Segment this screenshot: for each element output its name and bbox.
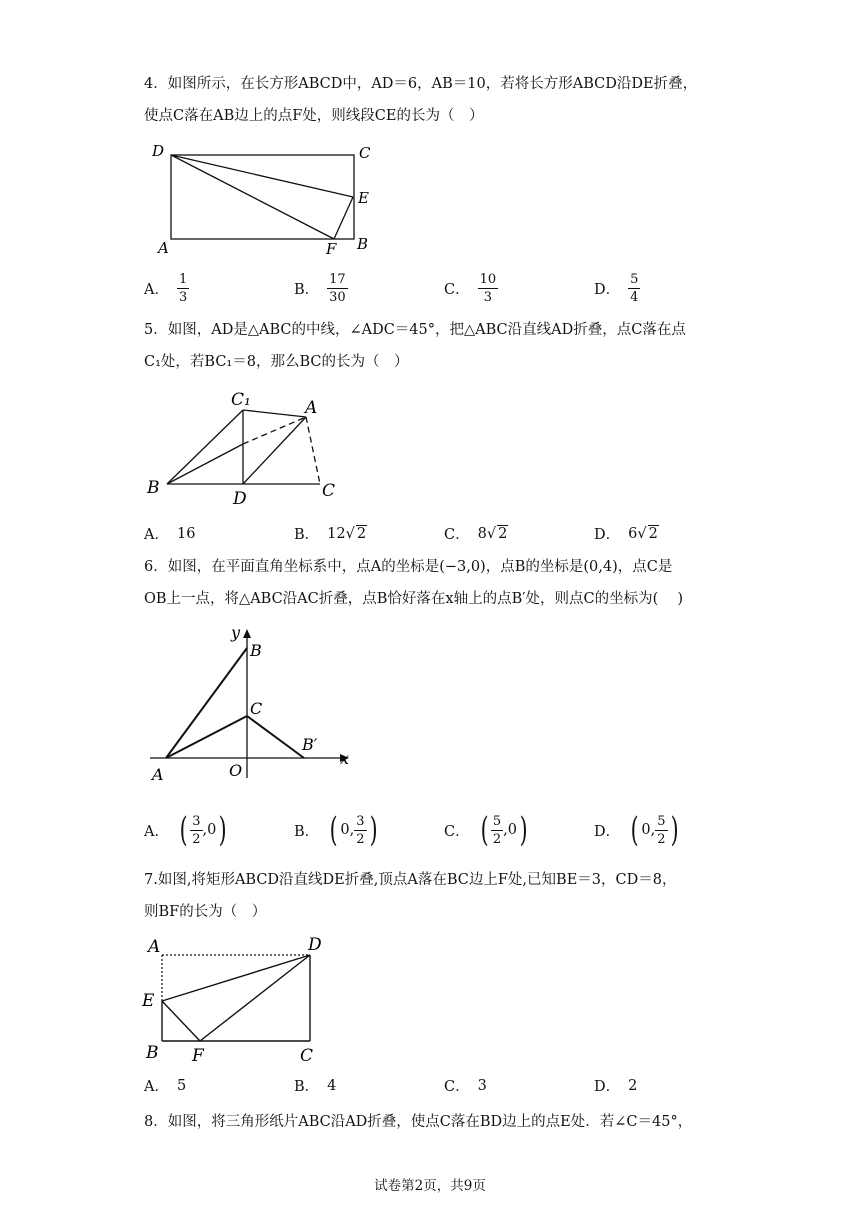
q6-option-b[interactable]: B． ( 0 , $\frac{3}{2}$ ): [294, 810, 378, 850]
fraction: $\frac{5}{2}$: [492, 813, 502, 847]
q6-line-ab: [166, 648, 247, 758]
q7-label-e: E: [142, 991, 155, 1011]
q7-line-ed: [162, 955, 310, 1001]
q4-label-d: D: [152, 142, 165, 160]
q5-label-c: C: [322, 481, 336, 501]
q7-text-line1: 7.如图,将矩形ABCD沿直线DE折叠,顶点A落在BC边上F处,已知BE＝3，CD＝8，: [144, 872, 677, 888]
option-label: B．: [294, 282, 320, 298]
option-label: A．: [144, 1079, 169, 1095]
q6-figure: [144, 618, 364, 788]
q6-text-line1: 6．如图，在平面直角坐标系中，点A的坐标是(−3,0)，点B的坐标是(0,4)，点C是: [144, 559, 673, 575]
q4-option-c[interactable]: [444, 272, 498, 305]
option-coefficient: 6: [628, 525, 638, 542]
option-coefficient: 8: [477, 525, 487, 542]
fraction: $\frac{17}{30}$: [329, 272, 346, 305]
q7-label-c: C: [300, 1046, 314, 1066]
q4-text-line1: 4．如图所示，在长方形ABCD中，AD＝6，AB＝10，若将长方形ABCD沿DE折叠，: [144, 76, 698, 92]
radicand: 2: [648, 526, 658, 542]
q7-line-ef: [162, 1001, 200, 1041]
q5-line-ab-solid: [167, 444, 243, 484]
sqrt-sign: √: [486, 525, 497, 542]
q4-line-ef: [334, 197, 353, 239]
q5-line-c1a: [243, 410, 306, 417]
q5-line-da: [243, 417, 306, 484]
option-label: C．: [444, 1079, 470, 1095]
q6-option-a[interactable]: A． ( $\frac{3}{2}$ , 0 ): [144, 810, 227, 850]
fraction: $\frac{3}{2}$: [192, 813, 201, 847]
q8-text-line1: 8．如图，将三角形纸片ABC沿AD折叠，使点C落在BD边上的点E处．若∠C＝45°，: [144, 1114, 693, 1130]
q5-option-d[interactable]: [594, 523, 659, 544]
option-value: 4: [327, 1077, 337, 1094]
coordinate-value: 0: [207, 822, 217, 838]
q4-line-de: [171, 155, 353, 197]
coordinate-value: 0: [507, 822, 517, 838]
q6-label-c: C: [250, 699, 263, 718]
q4-rectangle: [171, 155, 354, 239]
option-label: B．: [294, 823, 320, 840]
option-label: B．: [294, 1079, 320, 1095]
coordinate-value: 0: [340, 822, 350, 838]
option-label: C．: [444, 823, 470, 840]
q4-label-f: F: [326, 240, 337, 258]
q6-label-a: A: [152, 765, 164, 784]
fraction: $\frac{1}{3}$: [178, 272, 188, 305]
q4-label-c: C: [359, 144, 371, 162]
q7-option-c[interactable]: [444, 1075, 487, 1096]
option-label: A．: [144, 282, 169, 298]
option-value: 16: [176, 525, 196, 542]
q5-line-ac-dashed: [306, 417, 320, 484]
q4-option-b[interactable]: [294, 272, 348, 305]
q7-text-line2: 则BF的长为（ ）: [144, 904, 267, 920]
q7-label-d: D: [308, 935, 322, 955]
q7-label-f: F: [192, 1046, 204, 1066]
q4-figure: [148, 140, 378, 260]
q4-label-b: B: [357, 235, 369, 253]
q4-option-a[interactable]: [144, 272, 189, 305]
q4-label-a: A: [158, 239, 169, 257]
radicand: 2: [498, 526, 508, 542]
q6-option-c[interactable]: C． ( $\frac{5}{2}$ , 0 ): [444, 810, 528, 850]
q5-text-line1: 5．如图，AD是△ABC的中线，∠ADC＝45°，把△ABC沿直线AD折叠，点C落在点: [144, 322, 686, 338]
q4-line-df: [171, 155, 334, 239]
sqrt-sign: √: [637, 525, 647, 542]
q5-option-c[interactable]: [444, 523, 508, 544]
q6-label-y: y: [231, 623, 241, 642]
option-label: A．: [144, 527, 169, 543]
q6-y-arrow: [243, 629, 251, 638]
fraction: $\frac{3}{2}$: [356, 813, 365, 847]
sqrt-sign: √: [345, 525, 355, 542]
q5-line-ab-dashed: [243, 417, 306, 444]
option-value: 5: [176, 1077, 187, 1094]
q6-line-ac: [166, 716, 247, 758]
radicand: 2: [356, 526, 367, 542]
q6-label-o: O: [229, 761, 243, 780]
q6-option-d[interactable]: D． ( 0 , $\frac{5}{2}$ ): [594, 810, 679, 850]
q6-label-bprime: B′: [302, 735, 318, 754]
option-value: 2: [628, 1077, 638, 1094]
q6-text-line2: OB上一点，将△ABC沿AC折叠，点B恰好落在x轴上的点B′处，则点C的坐标为( ): [144, 591, 684, 607]
q6-line-cbp: [247, 716, 304, 758]
option-label: A．: [144, 823, 169, 840]
option-label: C．: [444, 282, 470, 298]
option-label: D．: [594, 282, 621, 298]
q6-label-b: B: [250, 641, 262, 660]
q5-option-b[interactable]: [294, 523, 367, 544]
q5-text-line2: C₁处，若BC₁＝8，那么BC的长为（ ）: [144, 354, 409, 370]
fraction: $\frac{5}{2}$: [657, 813, 666, 847]
q7-option-a[interactable]: [144, 1075, 186, 1096]
option-label: C．: [444, 527, 470, 543]
q5-label-b: B: [147, 478, 160, 498]
q7-line-fd: [200, 955, 310, 1041]
q5-label-a: A: [305, 398, 318, 418]
coordinate-value: 0: [641, 822, 651, 838]
q7-label-b: B: [146, 1043, 159, 1063]
fraction: $\frac{5}{4}$: [630, 272, 639, 305]
q4-text-line2: 使点C落在AB边上的点F处，则线段CE的长为（ ）: [144, 108, 484, 124]
page-footer: 试卷第2页，共9页: [374, 1178, 486, 1194]
q5-line-bc1: [167, 410, 243, 484]
option-label: D．: [594, 527, 621, 543]
fraction: $\frac{10}{3}$: [479, 272, 497, 305]
q5-option-a[interactable]: [144, 523, 195, 544]
q5-figure: [142, 384, 352, 512]
q7-option-b[interactable]: [294, 1075, 336, 1096]
option-value: 3: [477, 1077, 487, 1094]
option-label: B．: [294, 527, 320, 543]
q5-label-c1: C₁: [231, 390, 251, 410]
q7-option-d[interactable]: [594, 1075, 637, 1096]
q5-label-d: D: [233, 489, 247, 509]
q7-label-a: A: [148, 937, 161, 957]
q4-option-d[interactable]: [594, 272, 640, 305]
option-label: D．: [594, 823, 621, 840]
q7-figure: [140, 930, 340, 1070]
q6-label-x: x: [340, 749, 350, 768]
q4-label-e: E: [358, 189, 369, 207]
option-coefficient: 12: [327, 525, 346, 542]
option-label: D．: [594, 1079, 621, 1095]
